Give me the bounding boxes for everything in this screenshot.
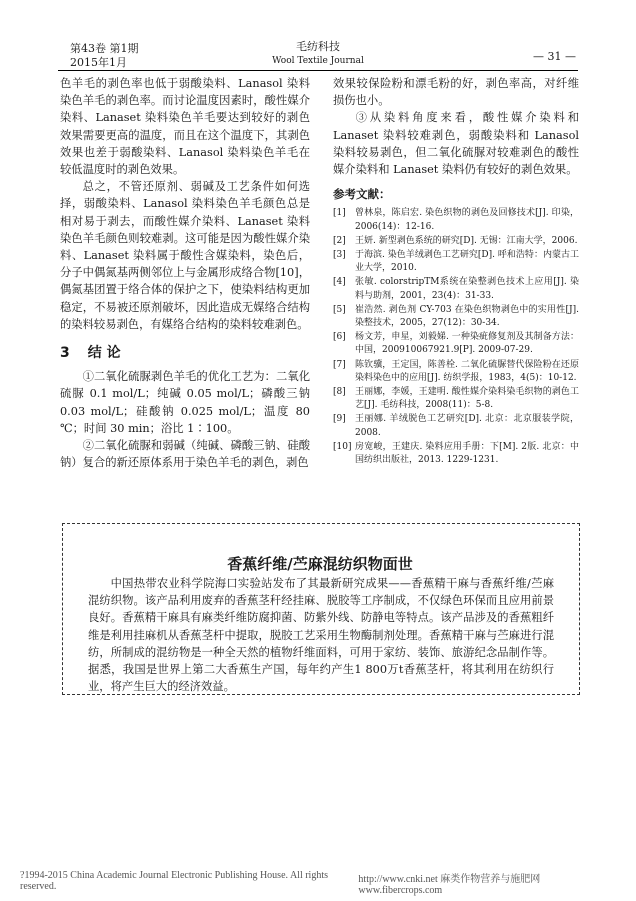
footer: [20, 870, 620, 896]
reference-text: 王丽娜. 羊绒脱色工艺研究[D]. 北京：北京服装学院，2008.: [355, 414, 579, 438]
reference-text: 崔浩然. 剥色剂 CY-703 在染色织物剥色中的实用性[J]. 染整技术，2005，27(12)：30-34.: [355, 304, 579, 329]
paragraph: 总之，不管还原剂、弱碱及工艺条件如何选择，弱酸染料、Lanasol 染料染色羊毛颜色总是相对易于剥去，而酸性媒介染料、Lanaset 染料染色羊毛颜色则较难剥。这可能是因为酸性媒介染料、Lanaset 染料属于酸性含媒染料，染色后，分子中偶氮基两侧邻位上与金属形成络合物[10]，偶氮基团置于络合体的保护之下，使染料结构更加稳定，不易被还原剂破坏，因此造成无媒络合结构的染料较易剥色，有媒络合结构的染料较难剥色。: [60, 180, 310, 331]
reference-item: [333, 304, 579, 330]
reference-text: 陈钦骥，王定国，陈善栓. 二氧化硫脲替代保险粉在还原染料染色中的应用[J]. 纺织学报，1983，4(5)：10-12.: [355, 359, 579, 383]
conclusion-item: ③从染料角度来看，酸性媒介染料和 Lanaset 染料较难剥色，弱酸染料和 Lanasol 染料较易剥色，但二氧化硫脲对较难剥色的酸性媒介染料和 Lanaset 染料仍有较好的剥色效果。: [333, 111, 579, 177]
reference-number: [6]: [333, 332, 346, 343]
reference-number: [1]: [333, 208, 346, 219]
page-number: — 31 —: [533, 50, 576, 63]
header-rule: [58, 70, 578, 71]
conclusion-item: ①二氧化硫脲剥色羊毛的优化工艺为：二氧化硫脲 0.1 mol/L；纯碱 0.05 mol/L；磷酸三钠 0.03 mol/L；硅酸钠 0.025 mol/L；温度 80 ℃；时间 30 min；浴比 1∶100。: [60, 370, 310, 435]
reference-item: [333, 331, 579, 357]
reference-item: [333, 207, 579, 233]
reference-text: 王妍. 新型剥色系统的研究[D]. 无锡：江南大学，2006.: [355, 235, 578, 246]
reference-number: [9]: [333, 414, 346, 425]
reference-text: 杨文芳，申星，刘毅娣. 一种染疵修复剂及其制备方法：中国，200910067921.9[P]. 2009-07-29.: [355, 332, 579, 356]
paragraph: 色羊毛的剥色率也低于弱酸染料、Lanasol 染料染色羊毛的剥色率。而讨论温度因素时，酸性媒介染料、Lanaset 染料染色羊毛要达到较好的剥色效果需要更高的温度，而且在这个温度下，其剥色效果也差于弱酸染料、Lanasol 染料染色羊毛在较低温度时的剥色效果。: [60, 77, 310, 177]
copyright-text: ?1994-2015 China Academic Journal Electronic Publishing House. All rights reserved.: [20, 870, 329, 892]
source-url: http://www.cnki.net 麻类作物营养与施肥网 www.fibercrops.com: [358, 874, 541, 896]
reference-number: [7]: [333, 359, 346, 370]
conclusion-item: ②二氧化硫脲和弱碱（纯碱、磷酸三钠、硅酸钠）复合的新还原体系用于染色羊毛的剥色，剥色: [60, 439, 310, 470]
reference-text: 张敏. colorstripTM系统在染整剥色技术上应用[J]. 染料与助剂，2001，23(4)：31-33.: [355, 277, 579, 301]
date-label: 2015年1月: [70, 56, 127, 69]
reference-item: [333, 386, 579, 412]
section-title: 结 论: [87, 345, 121, 362]
reference-item: [333, 359, 579, 385]
reference-text: 曾林泉，陈启宏. 染色织物的剥色及回修技术[J]. 印染，2006(14)：12-16.: [355, 208, 579, 232]
section-number: 3: [60, 345, 70, 362]
reference-number: [3]: [333, 250, 346, 261]
reference-number: [8]: [333, 387, 346, 398]
reference-number: [5]: [333, 304, 346, 315]
references-heading: 参考文献：: [333, 187, 391, 202]
left-column: [60, 75, 310, 471]
reference-text: 王丽娜，李媛，王建明. 酸性媒介染料染毛织物的剥色工艺[J]. 毛纺科技，2008(11)：5-8.: [355, 387, 579, 411]
issue-label: 第43卷 第1期: [70, 42, 139, 55]
reference-list: [333, 207, 579, 467]
journal-title-en: Wool Textile Journal: [272, 56, 364, 66]
reference-number: [4]: [333, 277, 346, 288]
reference-text: 于海滨. 染色羊绒剥色工艺研究[D]. 呼和浩特：内蒙古工业大学，2010.: [355, 250, 579, 274]
paragraph: 效果较保险粉和漂毛粉的好，剥色率高，对纤维损伤也小。: [333, 77, 579, 108]
reference-text: 房宽峻，王建庆. 染料应用手册：下[M]. 2版. 北京：中国纺织出版社，2013. 1229-1231.: [355, 441, 579, 466]
news-body: 中国热带农业科学院海口实验站发布了其最新研究成果——香蕉精干麻与香蕉纤维/苎麻混纺织物。该产品利用废弃的香蕉茎秆经挂麻、脱胶等工序制成，不仅绿色环保而且应用前景良好。香蕉精干麻具有麻类纤维防腐抑菌、防紫外线、防静电等特点。该产品涉及的香蕉粗纤维是利用挂麻机从香蕉茎杆中提取，脱胶工艺采用生物酶制剂处理。香蕉精干麻与苎麻进行混纺，所制成的混纺物是一种全天然的植物纤维面料，可用于家纺、装饰、旅游纪念品制作等。据悉，我国是世界上第二大香蕉生产国，每年约产生1 800万t香蕉茎杆，将其利用在纺织行业，将产生巨大的经济效益。: [88, 577, 554, 694]
news-title: 香蕉纤维/苎麻混纺织物面世: [227, 555, 413, 573]
reference-number: [10]: [333, 441, 352, 452]
journal-title-cn: 毛纺科技: [296, 40, 340, 53]
reference-item: [333, 276, 579, 302]
reference-item: [333, 441, 579, 467]
section-heading: [60, 345, 310, 362]
reference-item: [333, 249, 579, 275]
reference-item: [333, 413, 579, 439]
right-column: [333, 75, 579, 468]
reference-number: [2]: [333, 235, 346, 246]
reference-item: [333, 235, 579, 248]
